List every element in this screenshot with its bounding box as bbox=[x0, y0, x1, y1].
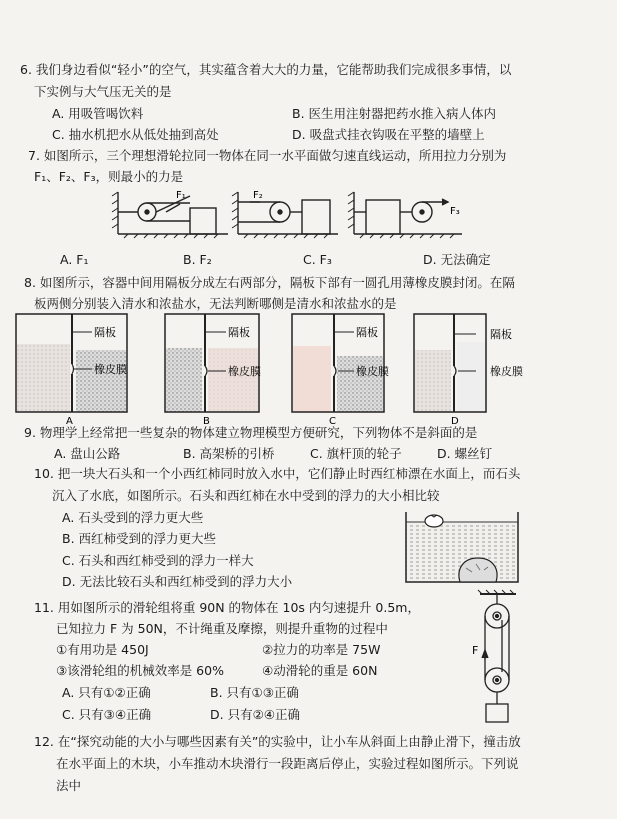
container-label-c: C bbox=[329, 416, 336, 427]
q11-option-c: C. 只有③④正确 bbox=[62, 707, 152, 722]
stone-icon bbox=[459, 558, 497, 582]
container-d bbox=[414, 314, 486, 412]
q11-statement-2: ②拉力的功率是 75W bbox=[262, 642, 381, 657]
q7-option-b: B. F₂ bbox=[183, 252, 212, 267]
pulley-system-diagram bbox=[460, 590, 530, 730]
q9-option-c: C. 旗杆顶的轮子 bbox=[310, 446, 402, 461]
q11-stem-line1: 11. 用如图所示的滑轮组将重 90N 的物体在 10s 内匀速提升 0.5m， bbox=[34, 600, 420, 615]
q7-stem-line2: F₁、F₂、F₃，则最小的力是 bbox=[34, 169, 184, 184]
tomato-icon bbox=[425, 515, 443, 527]
q11-stem-line2: 已知拉力 F 为 50N，不计绳重及摩擦，则提升重物的过程中 bbox=[56, 621, 388, 636]
fixed-pulley-icon bbox=[485, 604, 509, 628]
partition-label-a: 隔板 bbox=[94, 326, 116, 339]
q10-option-a: A. 石头受到的浮力更大些 bbox=[62, 510, 204, 525]
q10-stem-line2: 沉入了水底，如图所示。石头和西红柿在水中受到的浮力的大小相比较 bbox=[52, 488, 440, 503]
q8-stem-line2: 板两侧分别装入清水和浓盐水，无法判断哪侧是清水和浓盐水的是 bbox=[34, 296, 397, 311]
q6-option-a: A. 用吸管喝饮料 bbox=[52, 106, 144, 121]
membrane-label-d: 橡皮膜 bbox=[490, 365, 523, 378]
f2-label: F₂ bbox=[253, 190, 263, 201]
q9-option-b: B. 高架桥的引桥 bbox=[183, 446, 275, 461]
q12-stem-line1: 12. 在“探究动能的大小与哪些因素有关”的实验中，让小车从斜面上由静止滑下，撞击放 bbox=[34, 734, 521, 749]
q7-option-c: C. F₃ bbox=[303, 252, 332, 267]
partition-label-c: 隔板 bbox=[356, 326, 378, 339]
q6-option-d: D. 吸盘式挂衣钩吸在平整的墙壁上 bbox=[292, 127, 485, 142]
force-f-label: F bbox=[472, 644, 479, 657]
q10-option-c: C. 石头和西红柿受到的浮力一样大 bbox=[62, 553, 254, 568]
membrane-label-b: 橡皮膜 bbox=[228, 365, 261, 378]
q7-option-d: D. 无法确定 bbox=[423, 252, 491, 267]
q7-option-a: A. F₁ bbox=[60, 252, 89, 267]
q7-stem-line1: 7. 如图所示，三个理想滑轮拉同一物体在同一水平面做匀速直线运动，所用拉力分别为 bbox=[28, 148, 507, 163]
container-label-b: B bbox=[203, 416, 210, 427]
water-tank-diagram bbox=[404, 508, 524, 584]
q9-option-d: D. 螺丝钉 bbox=[437, 446, 493, 461]
q11-statement-3: ③该滑轮组的机械效率是 60% bbox=[56, 663, 224, 678]
q12-stem-line3: 法中 bbox=[56, 778, 82, 793]
membrane-label-a: 橡皮膜 bbox=[94, 363, 127, 376]
pulley-diagram-2 bbox=[232, 192, 338, 238]
q11-statement-1: ①有用功是 450J bbox=[56, 642, 149, 657]
q11-option-d: D. 只有②④正确 bbox=[210, 707, 300, 722]
container-label-d: D bbox=[451, 416, 459, 427]
q11-option-a: A. 只有①②正确 bbox=[62, 685, 151, 700]
q9-option-a: A. 盘山公路 bbox=[54, 446, 121, 461]
container-label-a: A bbox=[66, 416, 73, 427]
q11-statement-4: ④动滑轮的重是 60N bbox=[262, 663, 378, 678]
q9-stem: 9. 物理学上经常把一些复杂的物体建立物理模型方便研究，下列物体不是斜面的是 bbox=[24, 425, 478, 440]
pulley-diagram-3 bbox=[348, 192, 462, 238]
q11-option-b: B. 只有①③正确 bbox=[210, 685, 299, 700]
f3-label: F₃ bbox=[450, 206, 460, 217]
q8-stem-line1: 8. 如图所示，容器中间用隔板分成左右两部分，隔板下部有一圆孔用薄橡皮膜封闭。在隔 bbox=[24, 275, 515, 290]
q10-stem-line1: 10. 把一块大石头和一个小西红柿同时放入水中，它们静止时西红柿漂在水面上，而石头 bbox=[34, 466, 521, 481]
q6-option-c: C. 抽水机把水从低处抽到高处 bbox=[52, 127, 219, 142]
membrane-label-c: 橡皮膜 bbox=[356, 365, 389, 378]
q10-option-d: D. 无法比较石头和西红柿受到的浮力大小 bbox=[62, 574, 293, 589]
container-diagrams-q8 bbox=[0, 312, 617, 427]
q6-stem-line2: 下实例与大气压无关的是 bbox=[34, 84, 172, 99]
f1-label: F₁ bbox=[176, 190, 186, 201]
q6-stem-line1: 6. 我们身边看似“轻小”的空气，其实蕴含着大大的力量，它能帮助我们完成很多事情，以 bbox=[20, 62, 512, 77]
partition-label-d: 隔板 bbox=[490, 328, 512, 341]
q6-option-b: B. 医生用注射器把药水推入病人体内 bbox=[292, 106, 497, 121]
q12-stem-line2: 在水平面上的木块，小车推动木块滑行一段距离后停止，实验过程如图所示。下列说 bbox=[56, 756, 519, 771]
pulley-diagrams-q7 bbox=[110, 186, 500, 246]
partition-label-b: 隔板 bbox=[228, 326, 250, 339]
movable-pulley-icon bbox=[485, 668, 509, 692]
q10-option-b: B. 西红柿受到的浮力更大些 bbox=[62, 531, 217, 546]
pulley-diagram-1 bbox=[112, 192, 228, 238]
